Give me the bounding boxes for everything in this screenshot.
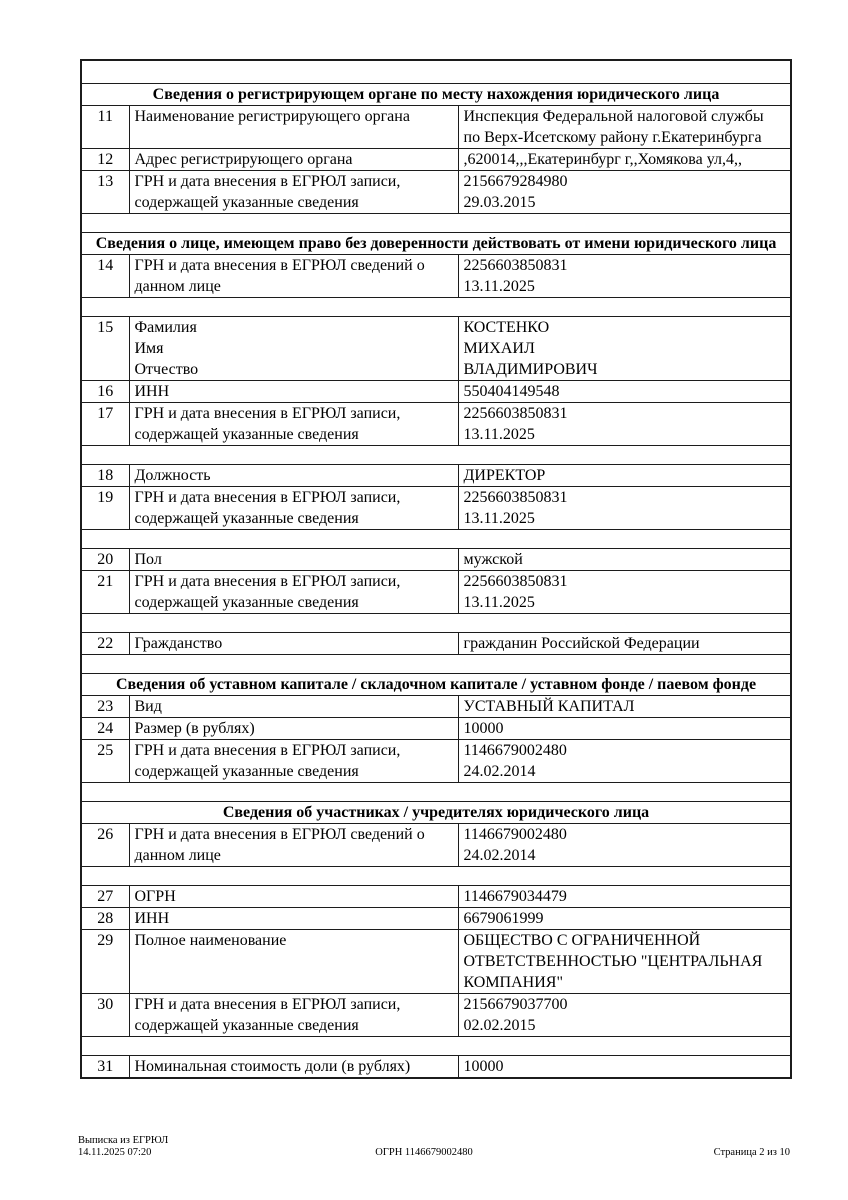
- field-label: ИНН: [129, 381, 458, 403]
- row-number: 13: [81, 171, 129, 214]
- section-header: Сведения о лице, имеющем право без доверенности действовать от имени юридического лица: [81, 233, 791, 255]
- field-label: Размер (в рублях): [129, 718, 458, 740]
- spacer-row: [81, 298, 791, 317]
- spacer-row: [81, 614, 791, 633]
- footer-doc-type: Выписка из ЕГРЮЛ: [78, 1135, 169, 1146]
- row-number: 28: [81, 908, 129, 930]
- spacer-row: [81, 867, 791, 886]
- table-row: [81, 149, 791, 171]
- field-value: 2156679037700 02.02.2015: [458, 994, 791, 1037]
- row-number: 27: [81, 886, 129, 908]
- table-row: [81, 106, 791, 149]
- footer-ogrn: ОГРН 1146679002480: [375, 1147, 473, 1158]
- field-value: Инспекция Федеральной налоговой службы по Верх-Исетскому району г.Екатеринбурга: [458, 106, 791, 149]
- row-number: 26: [81, 824, 129, 867]
- field-label: ГРН и дата внесения в ЕГРЮЛ сведений о данном лице: [129, 824, 458, 867]
- row-number: 25: [81, 740, 129, 783]
- spacer-cell: [81, 530, 791, 549]
- row-number: 11: [81, 106, 129, 149]
- field-label: ОГРН: [129, 886, 458, 908]
- row-number: 30: [81, 994, 129, 1037]
- row-number: 22: [81, 633, 129, 655]
- field-value: 2256603850831 13.11.2025: [458, 571, 791, 614]
- row-number: 19: [81, 487, 129, 530]
- row-number: 14: [81, 255, 129, 298]
- table-row: [81, 571, 791, 614]
- table-row: [81, 696, 791, 718]
- field-label: Должность: [129, 465, 458, 487]
- table-row: [81, 465, 791, 487]
- row-number: 18: [81, 465, 129, 487]
- table-row: [81, 930, 791, 994]
- section-header: Сведения об участниках / учредителях юридического лица: [81, 802, 791, 824]
- table-row: [81, 994, 791, 1037]
- field-label: Полное наименование: [129, 930, 458, 994]
- table-row: [81, 824, 791, 867]
- table-row: [81, 171, 791, 214]
- row-number: 12: [81, 149, 129, 171]
- field-value: 1146679034479: [458, 886, 791, 908]
- spacer-row: [81, 446, 791, 465]
- row-number: 17: [81, 403, 129, 446]
- field-value: 10000: [458, 718, 791, 740]
- field-value: 2256603850831 13.11.2025: [458, 487, 791, 530]
- section-header: Сведения о регистрирующем органе по месту нахождения юридического лица: [81, 84, 791, 106]
- field-label: ГРН и дата внесения в ЕГРЮЛ записи, содержащей указанные сведения: [129, 171, 458, 214]
- field-label: ГРН и дата внесения в ЕГРЮЛ записи, содержащей указанные сведения: [129, 994, 458, 1037]
- spacer-cell: [81, 298, 791, 317]
- spacer-cell: [81, 60, 791, 84]
- table-row: [81, 487, 791, 530]
- field-value: 550404149548: [458, 381, 791, 403]
- table-row: [81, 633, 791, 655]
- field-value: КОСТЕНКО МИХАИЛ ВЛАДИМИРОВИЧ: [458, 317, 791, 381]
- field-value: 1146679002480 24.02.2014: [458, 740, 791, 783]
- spacer-row: [81, 1037, 791, 1056]
- spacer-cell: [81, 446, 791, 465]
- row-number: 31: [81, 1056, 129, 1079]
- field-label: Адрес регистрирующего органа: [129, 149, 458, 171]
- field-label: Гражданство: [129, 633, 458, 655]
- section-header-row: [81, 233, 791, 255]
- field-label: ИНН: [129, 908, 458, 930]
- row-number: 23: [81, 696, 129, 718]
- spacer-row: [81, 214, 791, 233]
- row-number: 15: [81, 317, 129, 381]
- spacer-row: [81, 530, 791, 549]
- field-value: мужской: [458, 549, 791, 571]
- table-row: [81, 1056, 791, 1079]
- field-value: гражданин Российской Федерации: [458, 633, 791, 655]
- section-header: Сведения об уставном капитале / складочном капитале / уставном фонде / паевом фонде: [81, 674, 791, 696]
- footer-timestamp: 14.11.2025 07:20: [78, 1147, 152, 1158]
- field-label: Фамилия Имя Отчество: [129, 317, 458, 381]
- spacer-row: [81, 655, 791, 674]
- field-label: ГРН и дата внесения в ЕГРЮЛ записи, содержащей указанные сведения: [129, 740, 458, 783]
- field-value: 2256603850831 13.11.2025: [458, 403, 791, 446]
- field-label: ГРН и дата внесения в ЕГРЮЛ записи, содержащей указанные сведения: [129, 571, 458, 614]
- row-number: 29: [81, 930, 129, 994]
- spacer-cell: [81, 867, 791, 886]
- table-row: [81, 403, 791, 446]
- spacer-row: [81, 783, 791, 802]
- table-row: [81, 718, 791, 740]
- row-number: 24: [81, 718, 129, 740]
- row-number: 21: [81, 571, 129, 614]
- field-value: ДИРЕКТОР: [458, 465, 791, 487]
- table-row: [81, 255, 791, 298]
- spacer-row: [81, 60, 791, 84]
- table-row: [81, 740, 791, 783]
- spacer-cell: [81, 783, 791, 802]
- field-value: ОБЩЕСТВО С ОГРАНИЧЕННОЙ ОТВЕТСТВЕННОСТЬЮ "ЦЕНТРАЛЬНАЯ КОМПАНИЯ": [458, 930, 791, 994]
- field-value: 2156679284980 29.03.2015: [458, 171, 791, 214]
- field-value: 6679061999: [458, 908, 791, 930]
- row-number: 16: [81, 381, 129, 403]
- egrul-extract-table: [80, 59, 792, 1079]
- field-value: 2256603850831 13.11.2025: [458, 255, 791, 298]
- table-row: [81, 908, 791, 930]
- spacer-cell: [81, 655, 791, 674]
- table-row: [81, 317, 791, 381]
- spacer-cell: [81, 1037, 791, 1056]
- field-value: 10000: [458, 1056, 791, 1079]
- field-label: Наименование регистрирующего органа: [129, 106, 458, 149]
- table-row: [81, 886, 791, 908]
- table-row: [81, 381, 791, 403]
- footer-page-number: Страница 2 из 10: [713, 1147, 790, 1158]
- section-header-row: [81, 802, 791, 824]
- field-label: ГРН и дата внесения в ЕГРЮЛ записи, содержащей указанные сведения: [129, 403, 458, 446]
- field-label: Пол: [129, 549, 458, 571]
- field-label: ГРН и дата внесения в ЕГРЮЛ сведений о данном лице: [129, 255, 458, 298]
- table-row: [81, 549, 791, 571]
- field-value: 1146679002480 24.02.2014: [458, 824, 791, 867]
- field-value: ,620014,,,Екатеринбург г,,Хомякова ул,4,,: [458, 149, 791, 171]
- field-value: УСТАВНЫЙ КАПИТАЛ: [458, 696, 791, 718]
- section-header-row: [81, 84, 791, 106]
- field-label: Номинальная стоимость доли (в рублях): [129, 1056, 458, 1079]
- field-label: ГРН и дата внесения в ЕГРЮЛ записи, содержащей указанные сведения: [129, 487, 458, 530]
- field-label: Вид: [129, 696, 458, 718]
- spacer-cell: [81, 614, 791, 633]
- row-number: 20: [81, 549, 129, 571]
- section-header-row: [81, 674, 791, 696]
- spacer-cell: [81, 214, 791, 233]
